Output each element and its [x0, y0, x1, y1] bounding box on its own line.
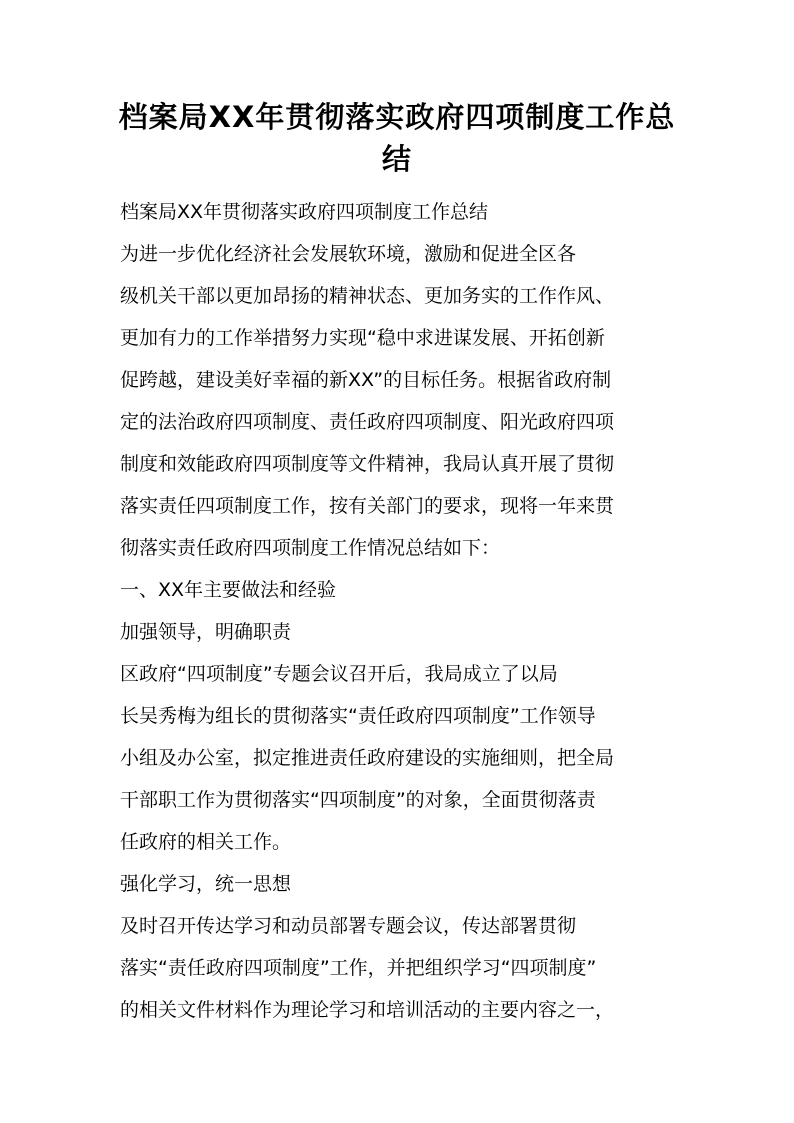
title-line-2: 结 — [381, 142, 412, 176]
body-line: 为进一步优化经济社会发展软环境，激励和促进全区各 — [120, 243, 577, 265]
body-line: 区政府“四项制度”专题会议召开后，我局成立了以局 — [120, 663, 558, 685]
section-heading: 一、XX年主要做法和经验 — [120, 579, 337, 601]
body-line: 任政府的相关工作。 — [120, 831, 292, 853]
body-line: 更加有力的工作举措努力实现“稳中求进谋发展、开拓创新 — [120, 327, 605, 349]
subsection-heading: 加强领导，明确职责 — [120, 621, 292, 643]
subsection-heading: 强化学习，统一思想 — [120, 873, 292, 895]
subtitle-line: 档案局XX年贯彻落实政府四项制度工作总结 — [120, 201, 489, 223]
body-line: 的相关文件材料作为理论学习和培训活动的主要内容之一， — [120, 999, 615, 1021]
body-line: 小组及办公室，拟定推进责任政府建设的实施细则，把全局 — [120, 747, 615, 769]
body-line: 促跨越，建设美好幸福的新XX”的目标任务。根据省政府制 — [120, 369, 612, 391]
body-line: 制度和效能政府四项制度等文件精神，我局认真开展了贯彻 — [120, 453, 615, 475]
body-line: 落实责任四项制度工作，按有关部门的要求，现将一年来贯 — [120, 495, 615, 517]
body-line: 级机关干部以更加昂扬的精神状态、更加务实的工作作风、 — [120, 285, 615, 307]
body-line: 彻落实责任政府四项制度工作情况总结如下： — [120, 537, 501, 559]
body-line: 长吴秀梅为组长的贯彻落实“责任政府四项制度”工作领导 — [120, 705, 596, 727]
title-line-1: 档案局XX年贯彻落实政府四项制度工作总 — [118, 100, 676, 134]
document-title — [110, 96, 684, 180]
body-line: 干部职工作为贯彻落实“四项制度”的对象，全面贯彻落责 — [120, 789, 596, 811]
body-line: 及时召开传达学习和动员部署专题会议，传达部署贯彻 — [120, 915, 577, 937]
body-line: 定的法治政府四项制度、责任政府四项制度、阳光政府四项 — [120, 411, 615, 433]
body-line: 落实“责任政府四项制度”工作，并把组织学习“四项制度” — [120, 957, 597, 979]
